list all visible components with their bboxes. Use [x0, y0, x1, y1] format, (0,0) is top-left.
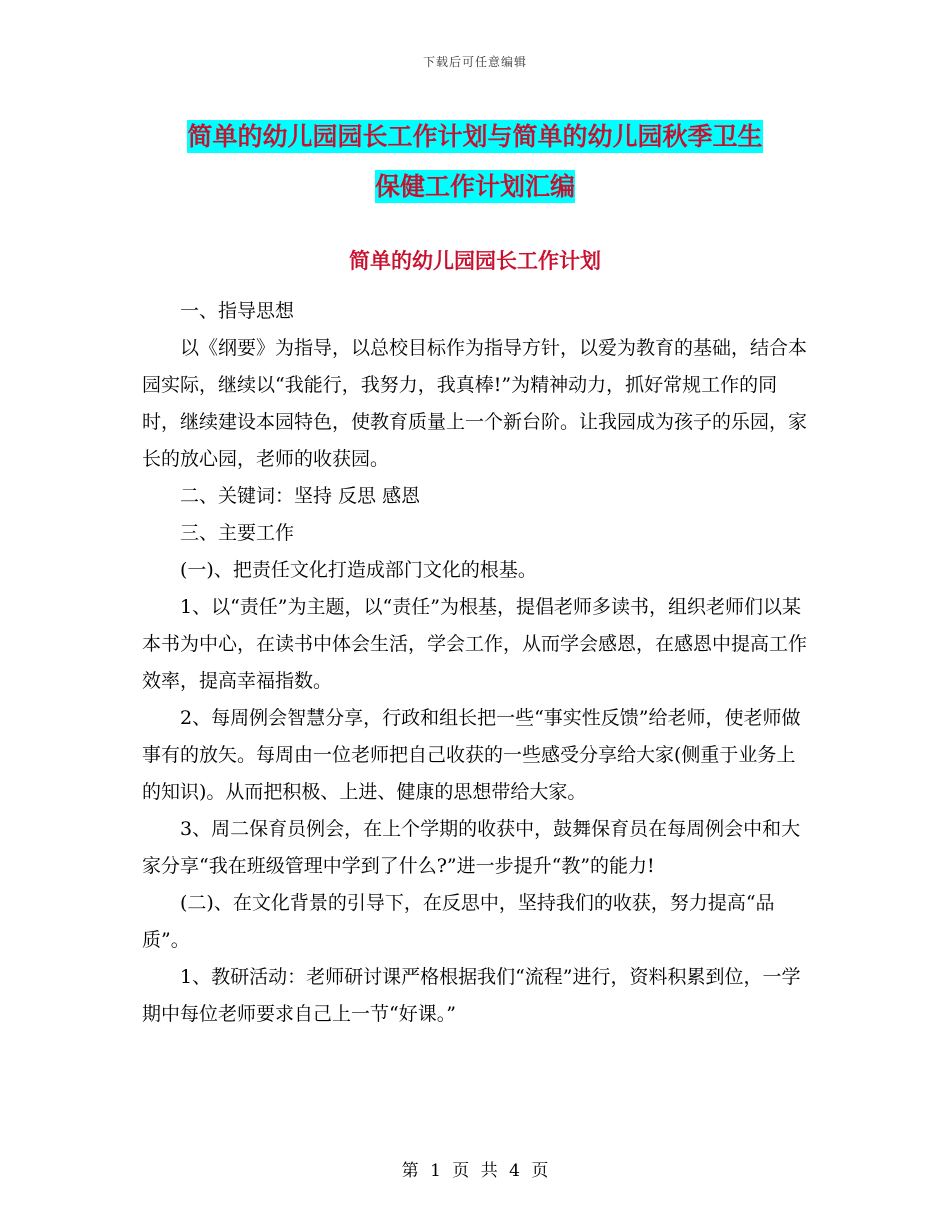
paragraph: 2、每周例会智慧分享，行政和组长把一些“事实性反馈”给老师，使老师做事有的放矢。每周由一位老师把自己收获的一些感受分享给大家(侧重于业务上的知识)。从而把积极、上进、健康的思想带给大家。	[142, 707, 801, 803]
paragraph: 以《纲要》为指导，以总校目标作为指导方针，以爱为教育的基础，结合本园实际，继续以“我能行，我努力，我真棒!”为精神动力，抓好常规工作的同时，继续建设本园特色，使教育质量上一个新台阶。让我园成为孩子的乐园，家长的放心园，老师的收获园。	[142, 337, 808, 470]
paragraph-keywords: 二、关键词：坚持 反思 感恩	[180, 485, 421, 507]
document-title-line-1: 简单的幼儿园园长工作计划与简单的幼儿园秋季卫生	[187, 122, 763, 151]
paragraph: (一)、把责任文化打造成部门文化的根基。	[180, 559, 537, 581]
page-number-footer: 第 1 页 共 4 页	[401, 1161, 549, 1181]
paragraph-guiding-thought: 一、指导思想	[180, 300, 295, 322]
header-note: 下载后可任意编辑	[422, 55, 527, 69]
paragraph: 1、以“责任”为主题，以“责任”为根基，提倡老师多读书，组织老师们以某本书为中心，在读书中体会生活，学会工作，从而学会感恩，在感恩中提高工作效率，提高幸福指数。	[142, 596, 808, 692]
paragraph: 1、教研活动：老师研讨课严格根据我们“流程”进行，资料积累到位，一学期中每位老师要求自己上一节“好课。”	[142, 966, 801, 1025]
document-body	[142, 293, 810, 1033]
paragraph: (二)、在文化背景的引导下，在反思中，坚持我们的收获，努力提高“品质”。	[142, 892, 775, 951]
section-title: 简单的幼儿园园长工作计划	[349, 249, 601, 273]
paragraph-main-work: 三、主要工作	[180, 522, 295, 544]
document-title	[0, 112, 950, 212]
document-title-line-2: 保健工作计划汇编	[374, 172, 575, 201]
paragraph: 3、周二保育员例会，在上个学期的收获中，鼓舞保育员在每周例会中和大家分享“我在班级管理中学到了什么?”进一步提升“教”的能力!	[142, 818, 801, 877]
